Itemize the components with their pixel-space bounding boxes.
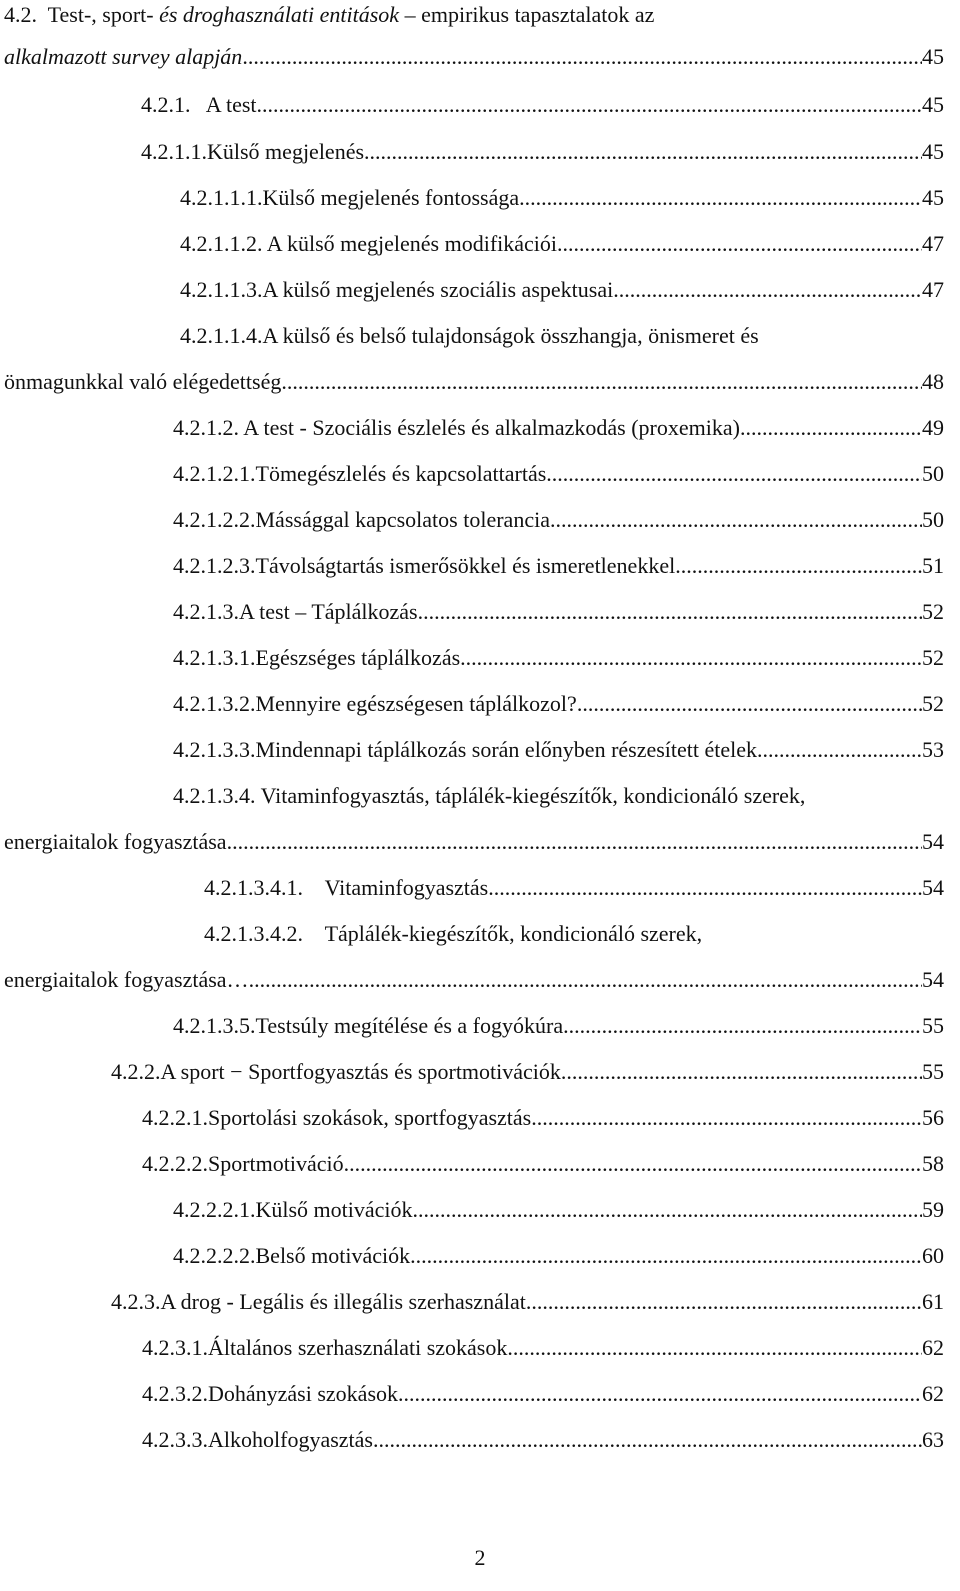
toc-heading-part1: Test-, sport- [47,2,160,27]
dot-leader [257,90,922,120]
toc-entry[interactable] [111,1287,944,1317]
toc-entry[interactable] [173,689,944,719]
toc-heading-part2: és droghasználati entitások [159,2,400,27]
toc-page-number: 59 [922,1197,944,1222]
toc-entry[interactable] [173,1241,944,1271]
toc-page-number: 52 [922,599,944,624]
toc-page-number: 55 [922,1013,944,1038]
toc-entry-label: 4.2.1. A test [141,92,257,117]
dot-leader [460,643,922,673]
toc-entry-label: 4.2.1.2.2.Mássággal kapcsolatos tolerancia [173,507,550,532]
dot-leader [413,1195,922,1225]
toc-entry[interactable] [173,459,944,489]
dot-leader [373,1425,922,1455]
toc-entry-label: 4.2.1.2.3.Távolságtartás ismerősökkel és ismeretlenekkel [173,553,676,578]
toc-entry[interactable] [180,229,944,259]
toc-entry-label: 4.2.1.3.4. Vitaminfogyasztás, táplálék-kiegészítők, kondicionáló szerek, [173,783,806,808]
toc-entry-label: 4.2.1.1.Külső megjelenés [141,139,365,164]
toc-page-number: 51 [922,553,944,578]
toc-entry-first-line[interactable] [204,919,702,949]
dot-leader [546,459,922,489]
toc-entry[interactable] [173,551,944,581]
toc-page-number: 45 [922,139,944,164]
toc-page-number: 47 [922,277,944,302]
toc-heading-line-2[interactable] [4,42,944,72]
toc-entry-label: 4.2.3.A drog - Legális és illegális szerhasználat [111,1289,526,1314]
toc-page-number: 50 [922,507,944,532]
toc-entry-label: 4.2.1.2.1.Tömegészlelés és kapcsolattartás [173,461,547,486]
toc-entry-label: 4.2.1.1.1.Külső megjelenés fontossága [180,185,520,210]
toc-page-number: 62 [922,1381,944,1406]
toc-entry-label: 4.2.1.3.4.2. Táplálék-kiegészítők, kondicionáló szerek, [204,921,703,946]
dot-leader [563,1011,922,1041]
toc-entry-label: 4.2.2.1.Sportolási szokások, sportfogyasztás [142,1105,532,1130]
toc-page-number: 54 [922,967,944,992]
toc-entry-label: 4.2.3.2.Dohányzási szokások [142,1381,399,1406]
toc-page-number: 58 [922,1151,944,1176]
toc-entry[interactable] [173,1195,944,1225]
dot-leader [519,183,922,213]
dot-leader [398,1379,922,1409]
toc-entry[interactable] [173,597,944,627]
toc-heading-part3: – empirikus tapasztalatok az [399,2,655,27]
toc-entry-first-line[interactable] [180,321,759,351]
toc-page-number: 53 [922,737,944,762]
toc-page-number: 48 [922,369,944,394]
toc-page-number: 47 [922,231,944,256]
toc-page-number: 45 [922,44,944,69]
toc-entry[interactable] [111,1057,944,1087]
dot-leader [242,42,922,72]
toc-heading-line2-label: alkalmazott survey alapján [4,44,243,69]
dot-leader [577,689,922,719]
toc-page-number: 62 [922,1335,944,1360]
toc-entry-label: 4.2.2.2.Sportmotiváció [142,1151,344,1176]
toc-entry[interactable] [4,965,944,995]
toc-entry-label: 4.2.2.2.1.Külső motivációk [173,1197,413,1222]
toc-page-number: 54 [922,875,944,900]
toc-entry-label: 4.2.1.2. A test - Szociális észlelés és alkalmazkodás (proxemika) [173,415,740,440]
toc-page-number: 56 [922,1105,944,1130]
toc-entry-label: 4.2.1.3.1.Egészséges táplálkozás [173,645,461,670]
toc-entry-label: 4.2.2.2.2.Belső motivációk [173,1243,411,1268]
toc-entry-label-cont: önmagunkkal való elégedettség [4,369,282,394]
toc-entry[interactable] [141,90,944,120]
toc-entry-label-cont: energiaitalok fogyasztása [4,829,227,854]
dot-leader [507,1333,922,1363]
toc-page-number: 45 [922,92,944,117]
toc-page-number: 50 [922,461,944,486]
dot-leader [561,1057,922,1087]
toc-heading-line-1[interactable] [4,0,654,30]
dot-leader [249,965,922,995]
toc-entry-label: 4.2.1.3.4.1. Vitaminfogyasztás [204,875,489,900]
toc-entry[interactable] [142,1149,944,1179]
dot-leader [757,735,922,765]
toc-entry[interactable] [141,137,944,167]
toc-entry-label: 4.2.1.3.5.Testsúly megítélése és a fogyókúra [173,1013,564,1038]
toc-entry-label: 4.2.1.3.2.Mennyire egészségesen táplálkozol? [173,691,577,716]
toc-entry[interactable] [4,827,944,857]
dot-leader [740,413,922,443]
toc-entry[interactable] [173,1011,944,1041]
toc-entry-label-cont: energiaitalok fogyasztása… [4,967,249,992]
toc-entry[interactable] [173,643,944,673]
toc-entry[interactable] [180,183,944,213]
toc-entry[interactable] [142,1103,944,1133]
toc-page-number: 60 [922,1243,944,1268]
toc-entry[interactable] [4,367,944,397]
dot-leader [364,137,922,167]
toc-entry[interactable] [142,1379,944,1409]
toc-entry-label: 4.2.3.3.Alkoholfogyasztás [142,1427,373,1452]
toc-entry[interactable] [142,1425,944,1455]
toc-entry[interactable] [173,505,944,535]
toc-heading-number: 4.2. [4,2,37,27]
toc-page-number: 55 [922,1059,944,1084]
toc-entry-label: 4.2.1.1.3.A külső megjelenés szociális aspektusai [180,277,614,302]
toc-page-number: 52 [922,691,944,716]
toc-entry-label: 4.2.1.1.2. A külső megjelenés modifikációi [180,231,558,256]
dot-leader [281,367,922,397]
dot-leader [550,505,922,535]
toc-entry[interactable] [180,275,944,305]
toc-page-number: 61 [922,1289,944,1314]
dot-leader [613,275,922,305]
toc-entry-first-line[interactable] [173,781,805,811]
dot-leader [557,229,922,259]
dot-leader [418,597,922,627]
toc-entry-label: 4.2.1.3.3.Mindennapi táplálkozás során előnyben részesített ételek [173,737,758,762]
toc-entry-label: 4.2.3.1.Általános szerhasználati szokások [142,1335,508,1360]
toc-page-number: 52 [922,645,944,670]
toc-page-number: 49 [922,415,944,440]
toc-entry-label: 4.2.2.A sport − Sportfogyasztás és sportmotivációk [111,1059,561,1084]
page-number: 2 [474,1545,486,1570]
toc-entry[interactable] [142,1333,944,1363]
dot-leader [488,873,922,903]
toc-page-number: 45 [922,185,944,210]
dot-leader [526,1287,922,1317]
dot-leader [410,1241,922,1271]
toc-entry-label: 4.2.1.1.4.A külső és belső tulajdonságok összhangja, önismeret és [180,323,759,348]
toc-page-number: 63 [922,1427,944,1452]
toc-entry[interactable] [204,873,944,903]
toc-entry[interactable] [173,735,944,765]
dot-leader [344,1149,922,1179]
toc-page-number: 54 [922,829,944,854]
toc-entry[interactable] [173,413,944,443]
dot-leader [227,827,922,857]
dot-leader [675,551,922,581]
toc-entry-label: 4.2.1.3.A test – Táplálkozás [173,599,418,624]
dot-leader [531,1103,922,1133]
